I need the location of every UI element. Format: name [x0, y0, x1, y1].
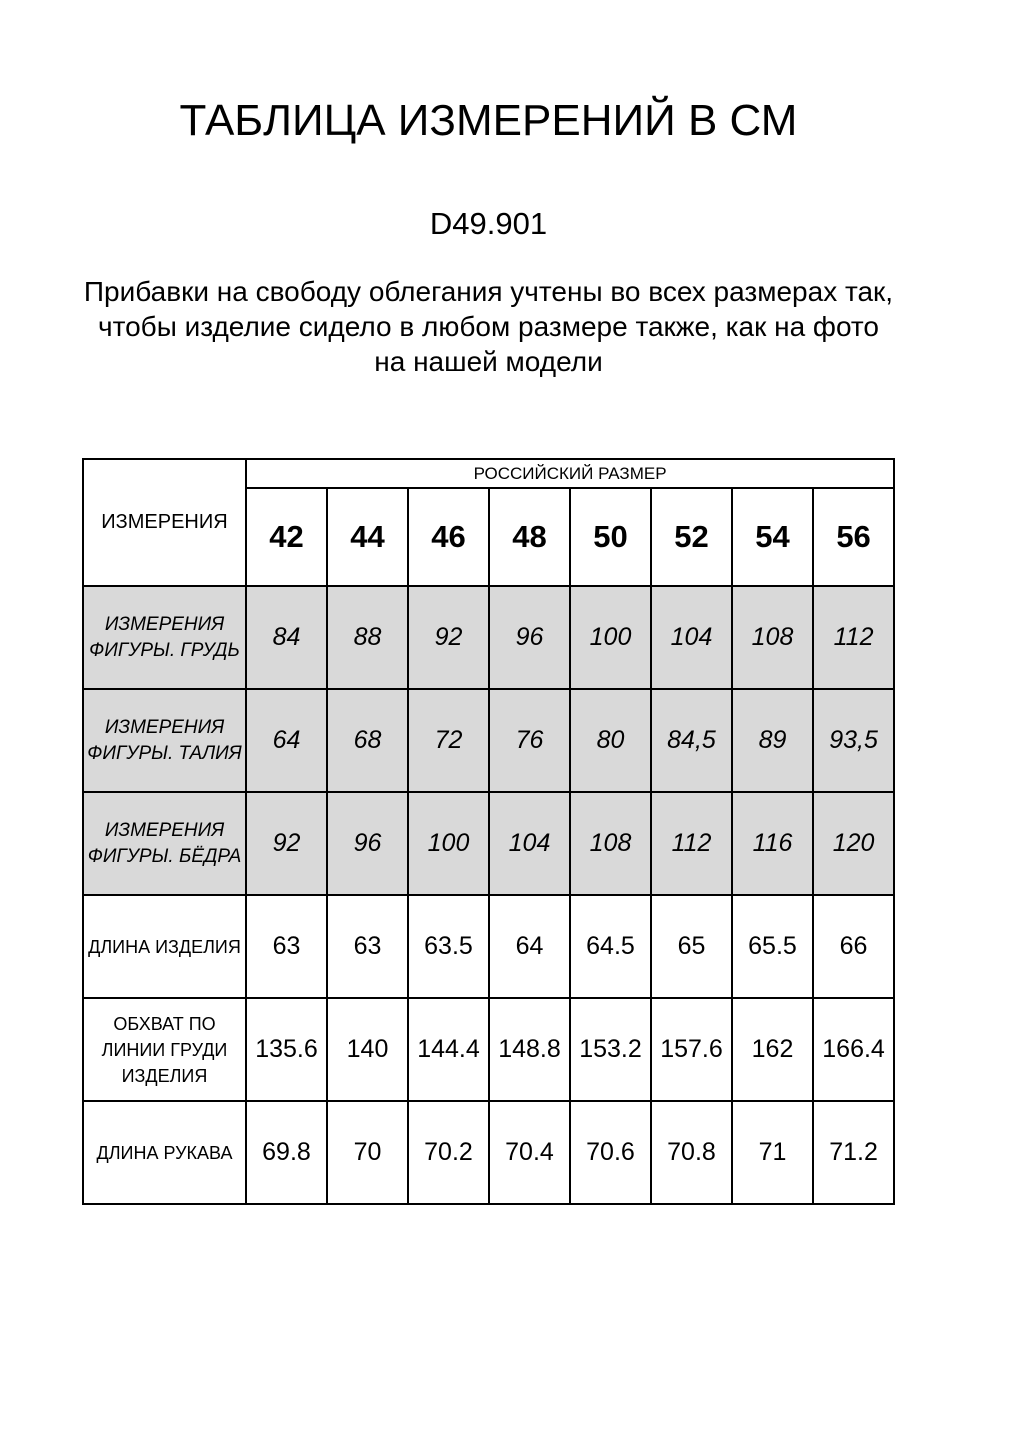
- table-row: [83, 792, 894, 895]
- value-cell: 64.5: [570, 895, 651, 998]
- value-cell: 104: [489, 792, 570, 895]
- value-cell: 92: [408, 586, 489, 689]
- table-row: [83, 895, 894, 998]
- size-header-cell: 50: [570, 488, 651, 586]
- value-cell: 135.6: [246, 998, 327, 1101]
- model-number: D49.901: [429, 206, 548, 241]
- table-row: [83, 586, 894, 689]
- row-label: ОБХВАТ ПО ЛИНИИ ГРУДИ ИЗДЕЛИЯ: [83, 998, 246, 1101]
- value-cell: 63: [246, 895, 327, 998]
- value-cell: 100: [408, 792, 489, 895]
- value-cell: 66: [813, 895, 894, 998]
- value-cell: 64: [489, 895, 570, 998]
- value-cell: 70.2: [408, 1101, 489, 1204]
- size-header-cell: 52: [651, 488, 732, 586]
- size-table: [82, 458, 895, 1205]
- fit-note-line-1: Прибавки на свободу облегания учтены во всех размерах так,: [83, 276, 894, 307]
- value-cell: 64: [246, 689, 327, 792]
- value-cell: 144.4: [408, 998, 489, 1101]
- value-cell: 148.8: [489, 998, 570, 1101]
- value-cell: 70.4: [489, 1101, 570, 1204]
- row-label: ИЗМЕРЕНИЯ ФИГУРЫ. ГРУДЬ: [83, 586, 246, 689]
- value-cell: 71: [732, 1101, 813, 1204]
- row-label: ИЗМЕРЕНИЯ ФИГУРЫ. ТАЛИЯ: [83, 689, 246, 792]
- value-cell: 69.8: [246, 1101, 327, 1204]
- value-cell: 100: [570, 586, 651, 689]
- value-cell: 65: [651, 895, 732, 998]
- value-cell: 108: [570, 792, 651, 895]
- measurements-header: ИЗМЕРЕНИЯ: [83, 459, 246, 586]
- value-cell: 108: [732, 586, 813, 689]
- value-cell: 140: [327, 998, 408, 1101]
- value-cell: 89: [732, 689, 813, 792]
- value-cell: 63: [327, 895, 408, 998]
- value-cell: 65.5: [732, 895, 813, 998]
- table-row: [83, 1101, 894, 1204]
- size-header-cell: 44: [327, 488, 408, 586]
- value-cell: 70: [327, 1101, 408, 1204]
- size-header-cell: 54: [732, 488, 813, 586]
- russian-size-header: РОССИЙСКИЙ РАЗМЕР: [246, 459, 894, 488]
- value-cell: 80: [570, 689, 651, 792]
- value-cell: 88: [327, 586, 408, 689]
- fit-note-line-3: на нашей модели: [374, 346, 603, 377]
- table-row: [83, 998, 894, 1101]
- value-cell: 84,5: [651, 689, 732, 792]
- value-cell: 93,5: [813, 689, 894, 792]
- value-cell: 96: [327, 792, 408, 895]
- value-cell: 120: [813, 792, 894, 895]
- fit-note-line-2: чтобы изделие сидело в любом размере также, как на фото: [97, 311, 879, 342]
- value-cell: 72: [408, 689, 489, 792]
- size-header-cell: 48: [489, 488, 570, 586]
- group-header-row: [83, 459, 894, 488]
- value-cell: 116: [732, 792, 813, 895]
- value-cell: 153.2: [570, 998, 651, 1101]
- row-label: ИЗМЕРЕНИЯ ФИГУРЫ. БЁДРА: [83, 792, 246, 895]
- value-cell: 92: [246, 792, 327, 895]
- value-cell: 96: [489, 586, 570, 689]
- value-cell: 71.2: [813, 1101, 894, 1204]
- value-cell: 63.5: [408, 895, 489, 998]
- value-cell: 84: [246, 586, 327, 689]
- page-title: ТАБЛИЦА ИЗМЕРЕНИЙ В СМ: [179, 96, 798, 145]
- row-label: ДЛИНА ИЗДЕЛИЯ: [83, 895, 246, 998]
- row-label: ДЛИНА РУКАВА: [83, 1101, 246, 1204]
- value-cell: 112: [813, 586, 894, 689]
- value-cell: 104: [651, 586, 732, 689]
- value-cell: 70.6: [570, 1101, 651, 1204]
- value-cell: 112: [651, 792, 732, 895]
- size-header-cell: 46: [408, 488, 489, 586]
- table-row: [83, 689, 894, 792]
- value-cell: 162: [732, 998, 813, 1101]
- size-header-cell: 42: [246, 488, 327, 586]
- fit-note: [42, 274, 935, 379]
- value-cell: 68: [327, 689, 408, 792]
- value-cell: 76: [489, 689, 570, 792]
- value-cell: 70.8: [651, 1101, 732, 1204]
- value-cell: 157.6: [651, 998, 732, 1101]
- table-body: [83, 586, 894, 1204]
- size-header-cell: 56: [813, 488, 894, 586]
- value-cell: 166.4: [813, 998, 894, 1101]
